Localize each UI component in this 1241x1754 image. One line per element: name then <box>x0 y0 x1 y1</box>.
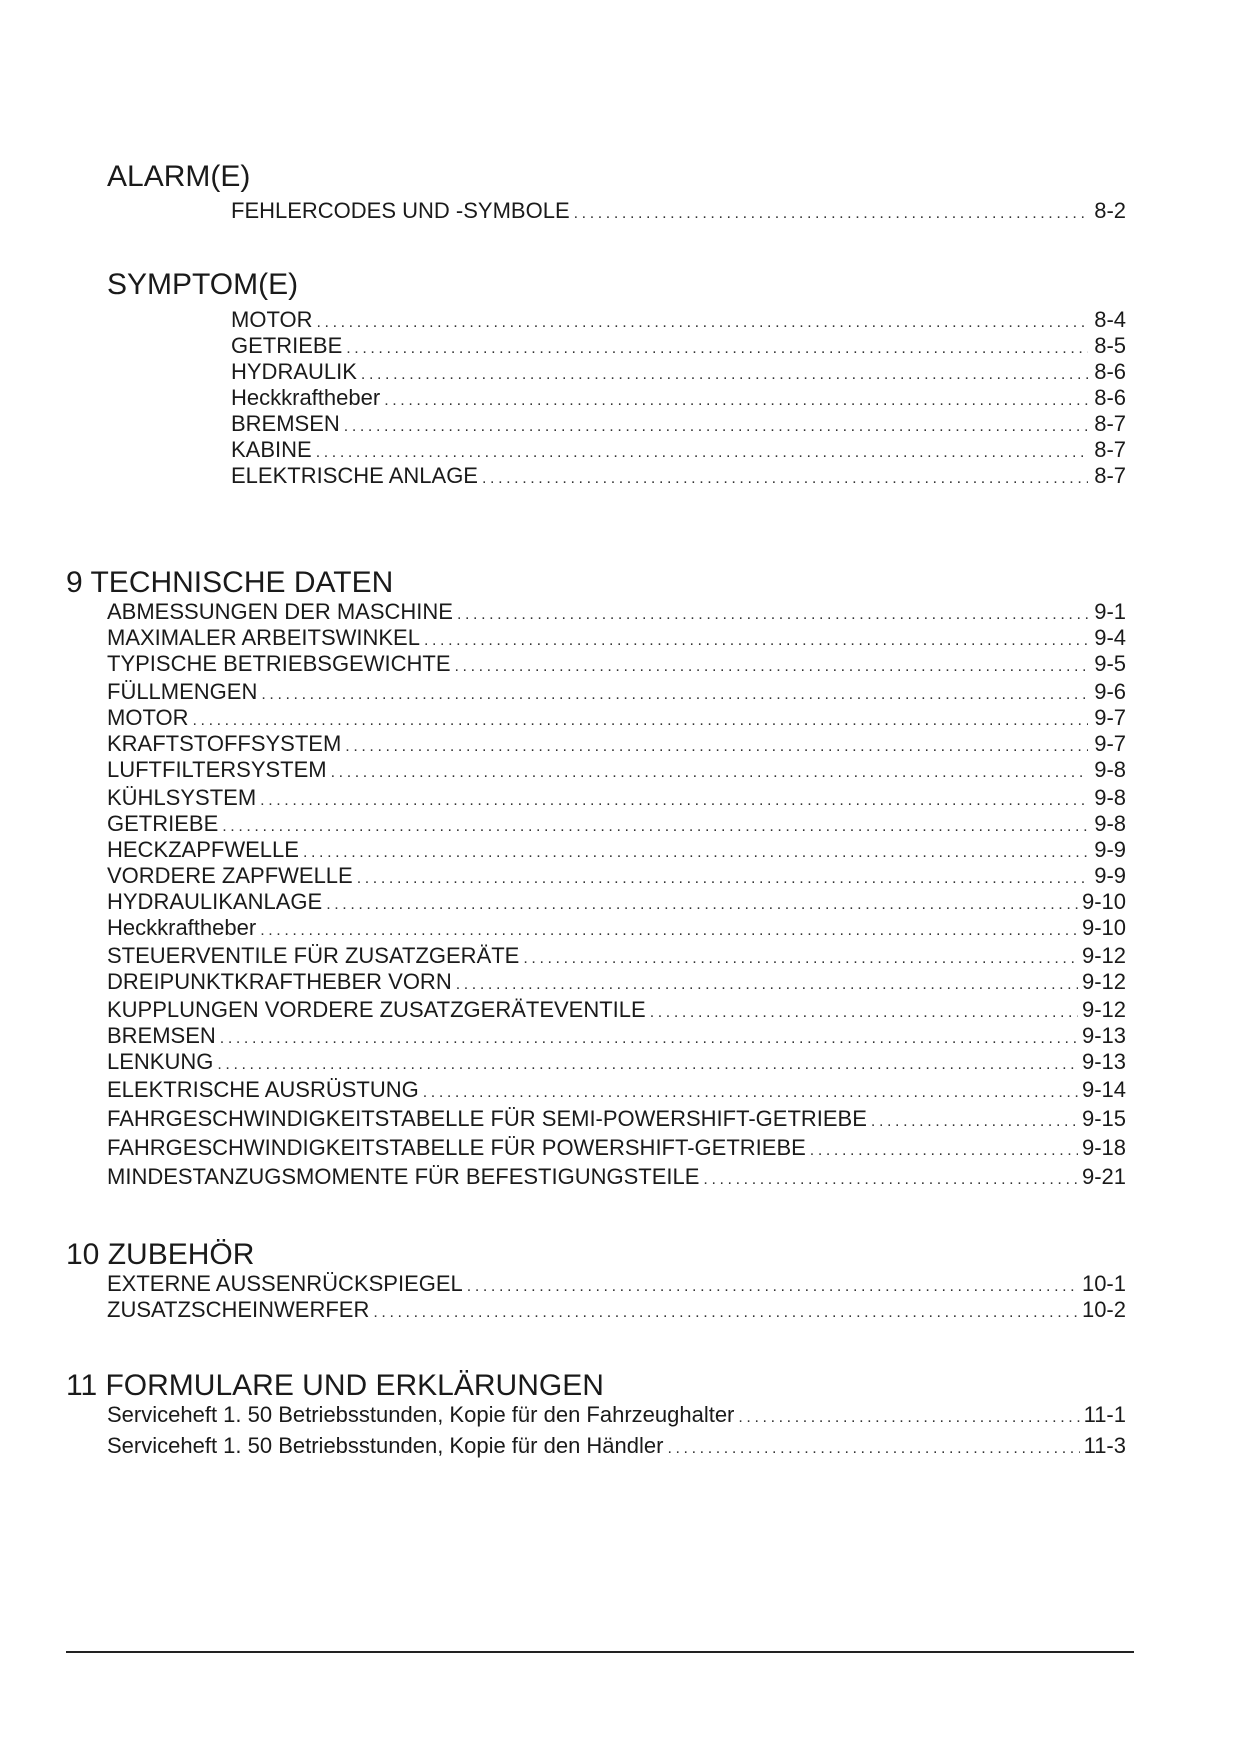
toc-entry-title: ELEKTRISCHE ANLAGE <box>231 463 478 488</box>
toc-entry-page: 9-7 <box>1094 731 1126 756</box>
dot-leader <box>192 709 1088 733</box>
toc-entry-page: 9-9 <box>1094 863 1126 888</box>
toc-entry[interactable] <box>107 732 1126 756</box>
toc-entry-page: 9-12 <box>1081 997 1126 1022</box>
dot-leader <box>424 629 1088 653</box>
toc-entry-title: FAHRGESCHWINDIGKEITSTABELLE FÜR SEMI-POWERSHIFT-GETRIEBE <box>107 1106 867 1131</box>
toc-entry-page: 10-2 <box>1081 1297 1126 1322</box>
toc-entry-title: Serviceheft 1. 50 Betriebsstunden, Kopie für den Fahrzeughalter <box>107 1402 735 1427</box>
dot-leader <box>523 947 1078 971</box>
toc-entry-title: KUPPLUNGEN VORDERE ZUSATZGERÄTEVENTILE <box>107 997 646 1022</box>
dot-leader <box>346 337 1088 361</box>
toc-entry[interactable] <box>107 706 1126 730</box>
toc-entry-title: GETRIEBE <box>231 333 343 358</box>
toc-entry-title: MINDESTANZUGSMOMENTE FÜR BEFESTIGUNGSTEILE <box>107 1164 700 1189</box>
dot-leader <box>260 789 1088 813</box>
toc-entry-page: 8-7 <box>1094 463 1126 488</box>
toc-entry-page: 9-1 <box>1094 599 1126 624</box>
toc-entry-page: 8-6 <box>1094 385 1126 410</box>
toc-entry[interactable] <box>107 944 1126 968</box>
toc-entry[interactable] <box>107 1050 1126 1074</box>
toc-entry-page: 9-13 <box>1081 1049 1126 1074</box>
toc-entry-page: 9-21 <box>1081 1164 1126 1189</box>
dot-leader <box>344 415 1088 439</box>
toc-entry[interactable] <box>107 1136 1126 1160</box>
dot-leader <box>650 1001 1078 1025</box>
toc-entry-title: MOTOR <box>231 307 313 332</box>
toc-entry-page: 9-10 <box>1081 889 1126 914</box>
toc-entry-page: 9-18 <box>1081 1135 1126 1160</box>
dot-leader <box>810 1139 1078 1163</box>
dot-leader <box>703 1168 1078 1192</box>
toc-entry-page: 9-12 <box>1081 943 1126 968</box>
section-heading-formulare: 11 FORMULARE UND ERKLÄRUNGEN <box>66 1369 604 1402</box>
dot-leader <box>738 1406 1079 1430</box>
toc-entry[interactable] <box>231 386 1126 410</box>
toc-entry-title: Heckkraftheber <box>231 385 381 410</box>
dot-leader <box>467 1275 1078 1299</box>
toc-entry[interactable] <box>231 464 1126 488</box>
toc-entry-page: 8-4 <box>1094 307 1126 332</box>
toc-entry-title: ZUSATZSCHEINWERFER <box>107 1297 370 1322</box>
toc-entry[interactable] <box>107 838 1126 862</box>
toc-entry-page: 11-1 <box>1083 1402 1126 1427</box>
toc-entry-title: HYDRAULIK <box>231 359 357 384</box>
dot-leader <box>373 1301 1078 1325</box>
dot-leader <box>455 655 1089 679</box>
toc-entry-page: 9-15 <box>1081 1106 1126 1131</box>
toc-entry-page: 9-14 <box>1081 1077 1126 1102</box>
dot-leader <box>220 1027 1078 1051</box>
toc-entry[interactable] <box>107 1107 1126 1131</box>
toc-entry-page: 9-4 <box>1094 625 1126 650</box>
toc-entry-title: FÜLLMENGEN <box>107 679 258 704</box>
toc-entry[interactable] <box>107 758 1126 782</box>
toc-entry[interactable] <box>107 916 1126 940</box>
toc-entry[interactable] <box>231 199 1126 223</box>
toc-entry-page: 9-8 <box>1094 757 1126 782</box>
toc-entry-page: 10-1 <box>1081 1271 1126 1296</box>
toc-entry[interactable] <box>107 812 1126 836</box>
dot-leader <box>316 311 1088 335</box>
toc-entry[interactable] <box>231 412 1126 436</box>
toc-entry-title: Serviceheft 1. 50 Betriebsstunden, Kopie für den Händler <box>107 1433 664 1458</box>
toc-entry[interactable] <box>107 864 1126 888</box>
toc-entry-title: LUFTFILTERSYSTEM <box>107 757 327 782</box>
dot-leader <box>423 1081 1078 1105</box>
toc-entry-page: 11-3 <box>1083 1433 1126 1458</box>
toc-entry[interactable] <box>107 1024 1126 1048</box>
toc-entry-title: VORDERE ZAPFWELLE <box>107 863 353 888</box>
toc-entry[interactable] <box>107 652 1126 676</box>
toc-entry-page: 9-7 <box>1094 705 1126 730</box>
toc-entry-title: STEUERVENTILE FÜR ZUSATZGERÄTE <box>107 943 520 968</box>
toc-entry-title: KRAFTSTOFFSYSTEM <box>107 731 342 756</box>
toc-entry[interactable] <box>107 786 1126 810</box>
toc-entry-title: BREMSEN <box>107 1023 216 1048</box>
toc-entry-title: HECKZAPFWELLE <box>107 837 299 862</box>
toc-entry-page: 9-6 <box>1094 679 1126 704</box>
toc-entry[interactable] <box>107 1434 1126 1458</box>
section-heading-zubehoer: 10 ZUBEHÖR <box>66 1238 255 1271</box>
toc-entry[interactable] <box>107 1298 1126 1322</box>
dot-leader <box>261 683 1088 707</box>
toc-entry[interactable] <box>107 1272 1126 1296</box>
toc-entry-title: BREMSEN <box>231 411 340 436</box>
toc-entry-title: ABMESSUNGEN DER MASCHINE <box>107 599 453 624</box>
toc-entry-title: LENKUNG <box>107 1049 214 1074</box>
dot-leader <box>303 841 1088 865</box>
dot-leader <box>871 1110 1078 1134</box>
toc-entry[interactable] <box>107 1078 1126 1102</box>
toc-entry-title: GETRIEBE <box>107 811 219 836</box>
section-heading-alarm: ALARM(E) <box>107 160 251 193</box>
toc-entry[interactable] <box>107 1403 1126 1427</box>
dot-leader <box>456 973 1078 997</box>
toc-entry-page: 8-7 <box>1094 411 1126 436</box>
dot-leader <box>357 867 1088 891</box>
toc-entry[interactable] <box>231 334 1126 358</box>
toc-entry-page: 9-13 <box>1081 1023 1126 1048</box>
toc-entry[interactable] <box>107 890 1126 914</box>
toc-entry-title: FEHLERCODES UND -SYMBOLE <box>231 198 570 223</box>
toc-entry-page: 8-6 <box>1094 359 1126 384</box>
toc-entry[interactable] <box>107 998 1126 1022</box>
section-heading-symptom: SYMPTOM(E) <box>107 268 299 301</box>
toc-entry-page: 9-8 <box>1094 785 1126 810</box>
toc-entry-page: 9-9 <box>1094 837 1126 862</box>
toc-entry[interactable] <box>231 308 1126 332</box>
toc-entry-title: KÜHLSYSTEM <box>107 785 257 810</box>
dot-leader <box>222 815 1088 839</box>
toc-entry-title: HYDRAULIKANLAGE <box>107 889 323 914</box>
toc-entry-page: 9-10 <box>1081 915 1126 940</box>
toc-entry-page: 8-7 <box>1094 437 1126 462</box>
toc-entry-title: MOTOR <box>107 705 189 730</box>
toc-entry-page: 8-2 <box>1094 198 1126 223</box>
dot-leader <box>345 735 1088 759</box>
toc-entry[interactable] <box>107 680 1126 704</box>
dot-leader <box>384 389 1088 413</box>
dot-leader <box>361 363 1088 387</box>
dot-leader <box>482 467 1088 491</box>
dot-leader <box>457 603 1088 627</box>
dot-leader <box>217 1053 1078 1077</box>
toc-entry-page: 9-12 <box>1081 969 1126 994</box>
toc-entry-title: EXTERNE AUSSENRÜCKSPIEGEL <box>107 1271 463 1296</box>
toc-entry[interactable] <box>107 970 1126 994</box>
toc-entry-page: 8-5 <box>1094 333 1126 358</box>
dot-leader <box>574 202 1088 226</box>
toc-entry-title: DREIPUNKTKRAFTHEBER VORN <box>107 969 452 994</box>
dot-leader <box>316 441 1088 465</box>
toc-entry-title: FAHRGESCHWINDIGKEITSTABELLE FÜR POWERSHIFT-GETRIEBE <box>107 1135 806 1160</box>
toc-entry[interactable] <box>231 438 1126 462</box>
toc-entry-title: Heckkraftheber <box>107 915 257 940</box>
toc-entry-title: ELEKTRISCHE AUSRÜSTUNG <box>107 1077 419 1102</box>
toc-entry[interactable] <box>107 600 1126 624</box>
dot-leader <box>326 893 1078 917</box>
toc-entry-title: KABINE <box>231 437 312 462</box>
footer-rule <box>66 1651 1134 1653</box>
toc-entry-title: MAXIMALER ARBEITSWINKEL <box>107 625 420 650</box>
dot-leader <box>260 919 1078 943</box>
toc-entry-page: 9-5 <box>1094 651 1126 676</box>
dot-leader <box>331 761 1088 785</box>
toc-entry[interactable] <box>107 626 1126 650</box>
section-heading-technische-daten: 9 TECHNISCHE DATEN <box>66 566 394 599</box>
toc-entry[interactable] <box>107 1165 1126 1189</box>
toc-entry[interactable] <box>231 360 1126 384</box>
toc-entry-title: TYPISCHE BETRIEBSGEWICHTE <box>107 651 451 676</box>
dot-leader <box>667 1437 1079 1461</box>
toc-entry-page: 9-8 <box>1094 811 1126 836</box>
